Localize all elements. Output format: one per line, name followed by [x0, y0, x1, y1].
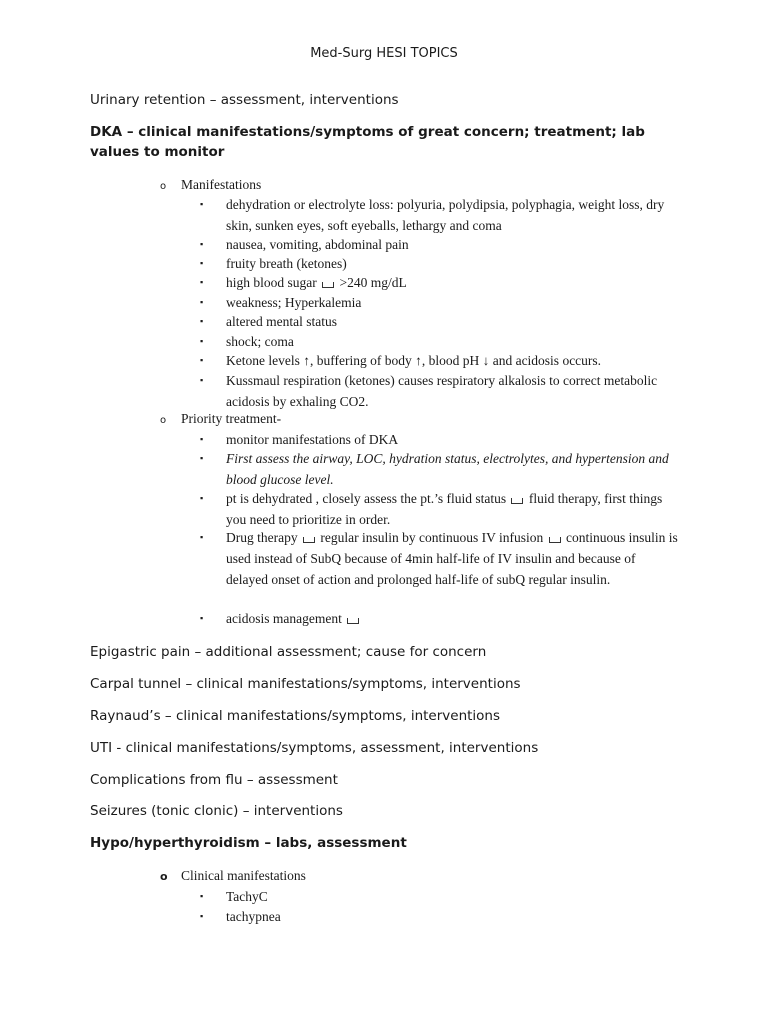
manifestation-text: dehydration or electrolyte loss: polyuria, polydipsia, polyphagia, weight loss, dry skin, sunken eyes, soft eyeballs, lethargy and coma — [226, 197, 665, 233]
list-item — [200, 429, 680, 450]
manifestation-text: fruity breath (ketones) — [226, 256, 347, 271]
square-bullet-icon: ▪ — [200, 891, 204, 901]
list-item — [200, 253, 680, 274]
list-item — [200, 906, 680, 927]
manifestation-text: nausea, vomiting, abdominal pain — [226, 237, 409, 252]
list-item — [200, 527, 680, 590]
list-item — [200, 488, 680, 530]
drug-therapy-text: Drug therapy — [226, 530, 298, 545]
list-item — [200, 194, 680, 236]
priority-text: First assess the airway, LOC, hydration status, electrolytes, and hypertension and blood glucose level. — [226, 451, 669, 487]
list-item — [200, 448, 680, 490]
priority-text: monitor manifestations of DKA — [226, 432, 399, 447]
drug-therapy-text-b: regular insulin by continuous IV infusion — [320, 530, 544, 545]
arrow-placeholder-icon — [347, 618, 359, 624]
priority-treatment-item — [160, 411, 281, 427]
list-item — [200, 311, 680, 332]
list-item — [200, 234, 680, 255]
list-item — [200, 608, 680, 629]
topic-epigastric-pain: Epigastric pain – additional assessment; cause for concern — [90, 644, 487, 660]
square-bullet-icon: ▪ — [200, 434, 204, 444]
manifestation-text: Ketone levels ↑, buffering of body ↑, blood pH ↓ and acidosis occurs. — [226, 353, 602, 368]
square-bullet-icon: ▪ — [200, 258, 204, 268]
acidosis-text: acidosis management — [226, 611, 342, 626]
square-bullet-icon: ▪ — [200, 199, 204, 209]
manifestation-text: altered mental status — [226, 314, 337, 329]
square-bullet-icon: ▪ — [200, 297, 204, 307]
priority-text — [226, 527, 680, 590]
square-bullet-icon: ▪ — [200, 532, 204, 542]
manifestation-text — [226, 272, 680, 293]
circle-bullet-icon: o — [160, 415, 167, 426]
page-title: Med-Surg HESI TOPICS — [310, 46, 458, 61]
clinical-manifestations-item — [160, 868, 306, 884]
drug-therapy-text-c: continuous insulin is used instead of SubQ because of 4min half-life of IV insulin and because of delayed onset of action and prolonged half-life of subQ regular insulin. — [226, 530, 678, 587]
square-bullet-icon: ▪ — [200, 493, 204, 503]
topic-carpal-tunnel: Carpal tunnel – clinical manifestations/symptoms, interventions — [90, 676, 521, 692]
list-item — [200, 272, 680, 293]
priority-label: Priority treatment- — [181, 411, 282, 426]
list-item — [200, 370, 680, 412]
manifestation-text: Kussmaul respiration (ketones) causes respiratory alkalosis to correct metabolic acidosis by exhaling CO2. — [226, 373, 658, 409]
arrow-placeholder-icon — [511, 498, 523, 504]
square-bullet-icon: ▪ — [200, 375, 204, 385]
priority-text — [226, 608, 680, 629]
manifestations-label: Manifestations — [181, 177, 262, 192]
list-item — [200, 331, 680, 352]
thyroid-item-text: tachypnea — [226, 909, 281, 924]
priority-text — [226, 488, 680, 530]
clinical-manifestations-label: Clinical manifestations — [181, 868, 306, 883]
square-bullet-icon: ▪ — [200, 336, 204, 346]
blood-sugar-label: high blood sugar — [226, 275, 317, 290]
topic-urinary-retention: Urinary retention – assessment, interventions — [90, 92, 399, 108]
topic-raynauds: Raynaud’s – clinical manifestations/symptoms, interventions — [90, 708, 501, 724]
topic-dka: DKA – clinical manifestations/symptoms of great concern; treatment; lab values to monitor — [90, 124, 645, 160]
blood-sugar-value: >240 mg/dL — [339, 275, 407, 290]
list-item — [200, 350, 680, 371]
topic-flu: Complications from flu – assessment — [90, 772, 338, 788]
square-bullet-icon: ▪ — [200, 316, 204, 326]
square-bullet-icon: ▪ — [200, 277, 204, 287]
manifestation-text: weakness; Hyperkalemia — [226, 295, 362, 310]
arrow-placeholder-icon — [549, 537, 561, 543]
topic-thyroid: Hypo/hyperthyroidism – labs, assessment — [90, 835, 407, 851]
square-bullet-icon: ▪ — [200, 911, 204, 921]
manifestation-text: shock; coma — [226, 334, 294, 349]
list-item — [200, 886, 680, 907]
list-item — [200, 292, 680, 313]
manifestations-item — [160, 177, 261, 193]
square-bullet-icon: ▪ — [200, 613, 204, 623]
square-bullet-icon: ▪ — [200, 355, 204, 365]
dehydrated-text-cont: fluid therapy, first things you need to prioritize in order. — [226, 491, 663, 527]
dehydrated-text: pt is dehydrated , closely assess the pt.’s fluid status — [226, 491, 507, 506]
circle-bullet-icon: o — [160, 870, 168, 883]
square-bullet-icon: ▪ — [200, 453, 204, 463]
arrow-placeholder-icon — [303, 537, 315, 543]
topic-seizures: Seizures (tonic clonic) – interventions — [90, 803, 343, 819]
arrow-placeholder-icon — [322, 282, 334, 288]
square-bullet-icon: ▪ — [200, 239, 204, 249]
circle-bullet-icon: o — [160, 181, 167, 192]
thyroid-item-text: TachyC — [226, 889, 268, 904]
topic-uti: UTI - clinical manifestations/symptoms, assessment, interventions — [90, 740, 539, 756]
